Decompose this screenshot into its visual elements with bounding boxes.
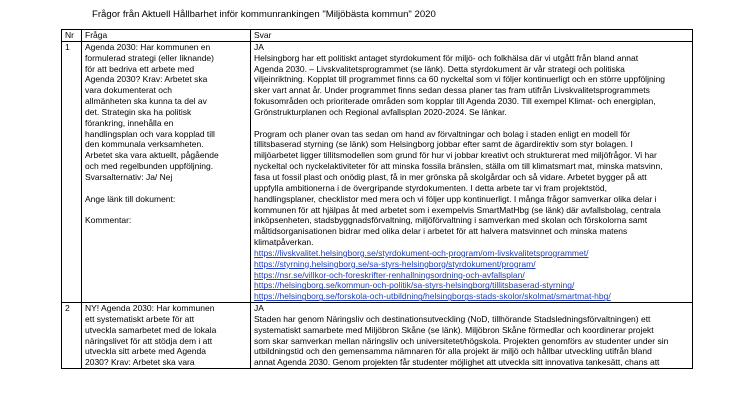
document-link[interactable]: https://helsingborg.se/kommun-och-politik/sa-styrs-helsingborg/tillitsbaserad-styrning/ — [254, 280, 575, 291]
question-line: för att bedriva ett arbete med — [85, 63, 195, 74]
answer-cell — [251, 41, 693, 302]
answer-line: sker vart annat år. Under programmet finns sedan dessa planer tas fram utifrån Livskvalitetsprogrammets — [254, 85, 650, 96]
question-line: handlingsplan och vara kopplad till — [85, 128, 215, 139]
question-line: Ange länk till dokument: — [85, 193, 176, 204]
question-cell — [82, 41, 251, 302]
document-link[interactable]: https://styrning.helsingborg.se/sa-styrs-helsingborg/styrdokument/program/ — [254, 258, 536, 269]
blank-line — [85, 205, 247, 216]
answer-line: Staden har genom Näringsliv och destinationsutveckling (NoD, tillhörande Stadsledningsförvaltningen) ett — [254, 313, 651, 324]
question-line: förankring, innehålla en — [85, 117, 174, 128]
answer-line: annat Agenda 2030. Genom projekten får studenter möjlighet att utveckla sitt innovativa tankesätt, chans att — [254, 357, 660, 368]
question-line: det. Strategin ska ha politisk — [85, 106, 192, 117]
document-link[interactable]: https://nsr.se/villkor-och-foreskrifter-renhallningsordning-och-avfallsplan/ — [254, 269, 525, 280]
table-row — [62, 41, 693, 302]
answer-line: inköpsenheten, stadsbyggnadsförvaltning, miljöförvaltning i samverkan med skolan och förskolorna samt — [254, 215, 648, 226]
answer-line: JA — [254, 41, 264, 52]
question-line: allmänheten ska kunna ta del av — [85, 96, 207, 107]
question-line: utveckla samarbetet med de lokala — [85, 324, 217, 335]
question-line: den kommunala verksamheten. — [85, 139, 204, 150]
answer-line: utbildningstid och den gemensamma nämnaren för alla projekt är miljö och hållbar utveckling utifrån bland — [254, 346, 652, 357]
page-title: Frågor från Aktuell Hållbarhet inför kommunrankingen "Miljöbästa kommun" 2020 — [92, 9, 436, 20]
document-link[interactable]: https://helsingborg.se/forskola-och-utbildning/helsingborgs-stads-skolor/skolmat/smartmat-hbg/ — [254, 291, 611, 302]
answer-line: kommunen för att hjälpas åt med arbetet som i exempelvis SmartMatHbg (se länk) där avfallsbolag, centrala — [254, 204, 661, 215]
answer-line: som skar samverkan mellan näringsliv och universitetet/högskola. Projekten genomförs av studenter under sin — [254, 335, 669, 346]
answer-line: JA — [254, 303, 264, 314]
question-line: näringslivet för att stödja dem i att — [85, 335, 213, 346]
answer-cell — [251, 303, 693, 369]
header-answer: Svar — [251, 30, 693, 42]
question-line: Svarsalternativ: Ja/ Nej — [85, 171, 173, 182]
question-line: och med regelbunden uppföljning. — [85, 161, 214, 172]
question-line: vara dokumenterat och — [85, 85, 172, 96]
question-line: ett systematiskt arbete för att — [85, 313, 195, 324]
row-number: 1 — [62, 41, 82, 302]
answer-line: tillitsbaserad styrning (se länk) som Helsingborg jobbar efter samt de ägardirektiv som styr bolagen. I — [254, 139, 633, 150]
answer-line: miljöarbetet ligger tillitsmodellen som grund för hur vi jobbar kreativt och strukturerat med miljöfrågor. Vi har — [254, 150, 657, 161]
answer-line: Agenda 2030. – Livskvalitetsprogrammet (se länk). Detta styrdokument är vår strategi och politiska — [254, 63, 625, 74]
document-link[interactable]: https://livskvalitet.helsingborg.se/styrdokument-och-program/om-livskvalitetsprogrammet/ — [254, 247, 589, 258]
answer-line: måltidsorganisationen bidrar med olika delar i arbetet för att halvera matsvinnet och minska matens — [254, 226, 628, 237]
question-line: formulerad strategi (eller liknande) — [85, 52, 214, 63]
header-question: Fråga — [82, 30, 251, 42]
answer-line: nyckeltal och nyckelaktiviteter för att minska fossila bränslen, ställa om till klimatsmart mat, minska matsvinn, — [254, 161, 663, 172]
answer-line: Program och planer ovan tas sedan om hand av förvaltningar och bolag i staden enligt en modell för — [254, 128, 631, 139]
question-line: Kommentar: — [85, 215, 132, 226]
answer-line: viljeinriktning. Kopplat till programmet finns ca 60 nyckeltal som vi följer kontinuerligt och en större uppföljning — [254, 74, 666, 85]
answer-line: fokusområden och prioriterade områden som kopplar till Agenda 2030. Till exempel Klimat- och energiplan, — [254, 96, 656, 107]
question-cell — [82, 303, 251, 369]
header-nr: Nr — [62, 30, 82, 42]
question-line: Agenda 2030: Har kommunen en — [85, 41, 211, 52]
answer-line: fasa ut fossil plast och onödig plast, få in mer grönska på skolgårdar och så vidare. Arbetet bygger på att — [254, 171, 647, 182]
question-line: Agenda 2030? Krav: Arbetet ska — [85, 74, 208, 85]
answer-line: uppfylla ambitionerna i de övergripande styrdokumenten. I detta arbete tar vi fram projektstöd, — [254, 182, 607, 193]
question-line: NY! Agenda 2030: Har kommunen — [85, 303, 215, 314]
blank-line — [254, 118, 689, 129]
answer-line: systematiskt samarbete med Miljöbron Skåne (se länk). Miljöbron Skåne förmedlar och koordinerar projekt — [254, 324, 654, 335]
answer-line: klimatpåverkan. — [254, 237, 314, 248]
answer-line: Grönstrukturplanen och Regional avfallsplan 2020-2024. Se länkar. — [254, 106, 507, 117]
table-row — [62, 303, 693, 369]
answer-line: handlingsplaner, checklistor med mera och vi följer upp kontinuerligt. I många frågor samverkar olika delar i — [254, 193, 657, 204]
answer-line: Helsingborg har ett politiskt antaget styrdokument för miljö- och folkhälsa där vi utgått från bland annat — [254, 52, 639, 63]
question-line: utveckla sitt arbete med Agenda — [85, 346, 206, 357]
table-header-row — [62, 30, 693, 42]
questions-table — [61, 29, 693, 369]
question-line: 2030? Krav: Arbetet ska vara — [85, 357, 195, 368]
row-number: 2 — [62, 303, 82, 369]
blank-line — [85, 183, 247, 194]
question-line: Arbetet ska vara aktuellt, pågående — [85, 150, 219, 161]
